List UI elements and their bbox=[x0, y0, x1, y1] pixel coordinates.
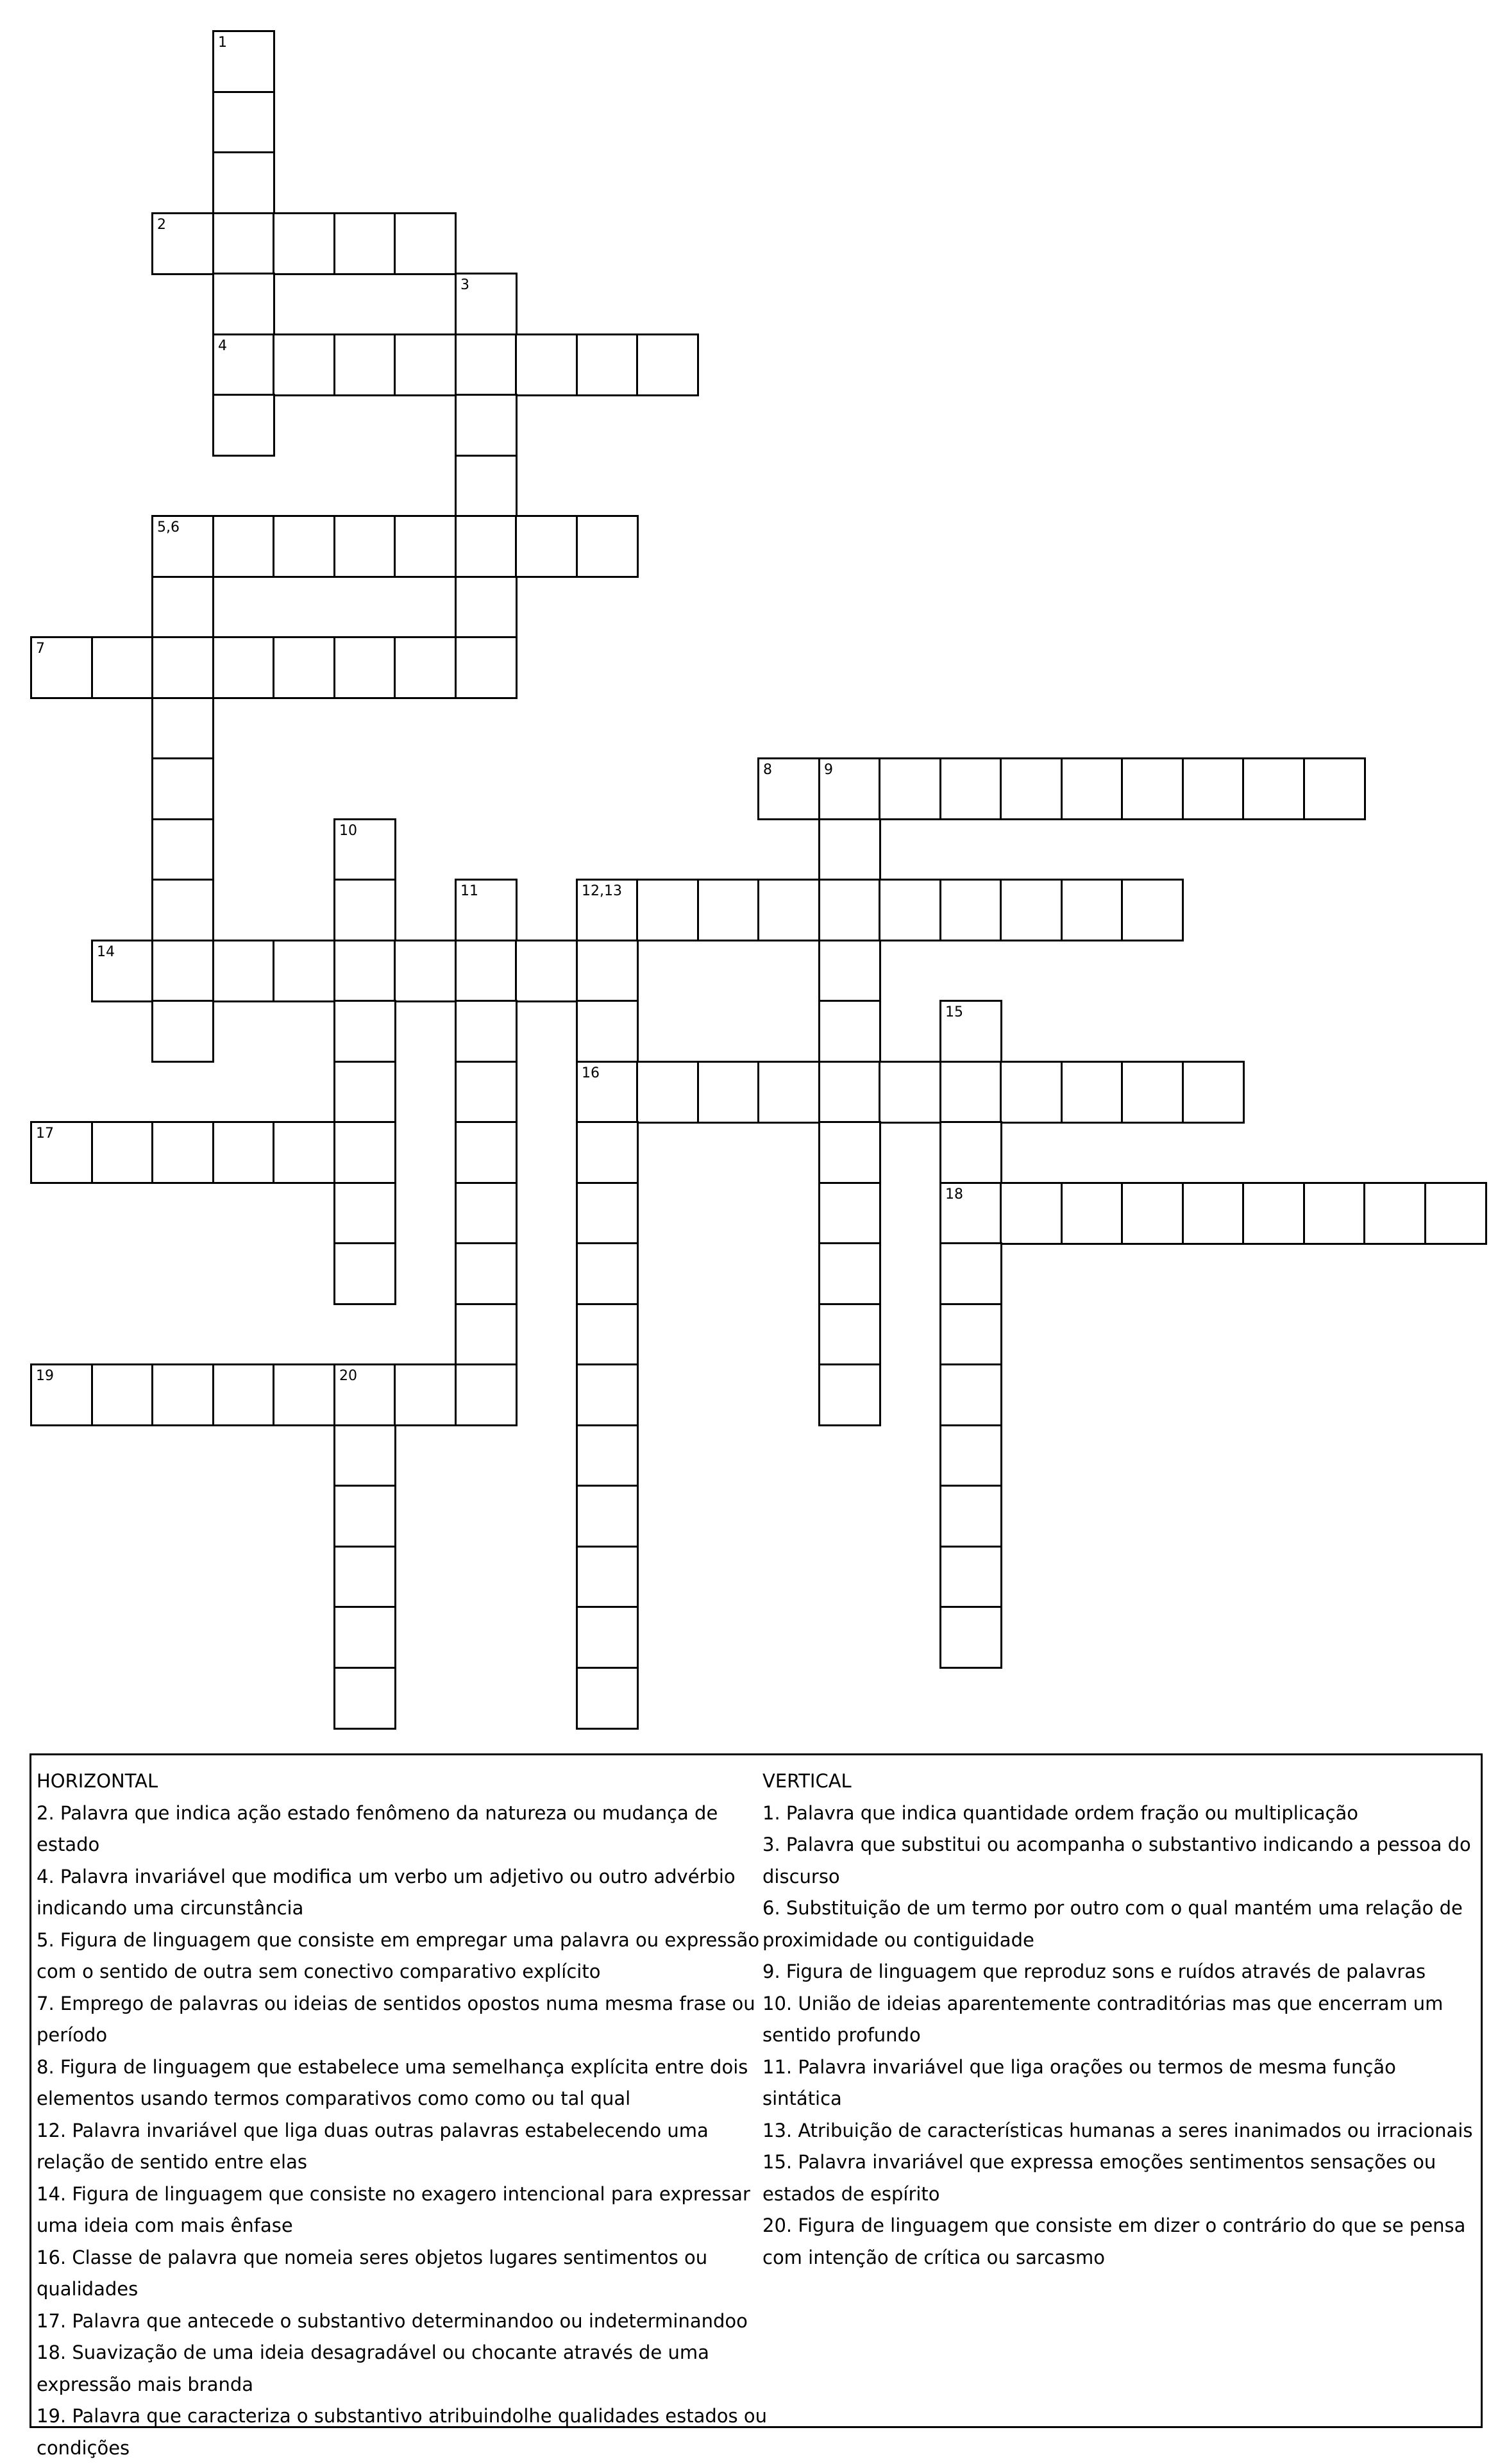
clue-number: 7 bbox=[36, 641, 45, 657]
crossword-cell[interactable] bbox=[333, 1667, 396, 1730]
crossword-cell[interactable] bbox=[333, 1121, 396, 1184]
crossword-cell[interactable] bbox=[273, 333, 335, 396]
crossword-cell[interactable] bbox=[455, 1061, 518, 1124]
crossword-cell[interactable] bbox=[818, 818, 881, 881]
crossword-cell[interactable] bbox=[333, 1182, 396, 1245]
clue-number: 4 bbox=[218, 338, 227, 354]
crossword-cell[interactable] bbox=[333, 879, 396, 941]
crossword-cell[interactable] bbox=[151, 1121, 214, 1184]
crossword-cell[interactable] bbox=[333, 515, 396, 578]
crossword-cell[interactable] bbox=[939, 1061, 1002, 1124]
crossword-cell[interactable] bbox=[273, 940, 335, 1002]
crossword-cell[interactable] bbox=[939, 1363, 1002, 1426]
crossword-cell[interactable] bbox=[576, 1667, 639, 1730]
crossword-cell[interactable] bbox=[1061, 879, 1124, 941]
crossword-cell[interactable] bbox=[333, 212, 396, 275]
crossword-cell[interactable] bbox=[757, 757, 820, 820]
clue-horizontal-19: 19. Palavra que caracteriza o substantivo atribuindolhe qualidades estados ou condições bbox=[37, 2405, 767, 2459]
crossword-cell[interactable] bbox=[455, 940, 518, 1002]
clue-horizontal-16: 16. Classe de palavra que nomeia seres objetos lugares sentimentos ou qualidades bbox=[37, 2246, 708, 2300]
crossword-cell[interactable] bbox=[818, 1121, 881, 1184]
crossword-cell[interactable] bbox=[212, 91, 275, 154]
crossword-cell[interactable] bbox=[394, 636, 457, 699]
crossword-cell[interactable] bbox=[333, 1485, 396, 1548]
clue-number: 10 bbox=[339, 823, 357, 839]
crossword-cell[interactable] bbox=[455, 515, 518, 578]
crossword-cell[interactable] bbox=[91, 636, 154, 699]
crossword-cell[interactable] bbox=[1000, 879, 1063, 941]
clue-horizontal-14: 14. Figura de linguagem que consiste no exagero intencional para expressar uma ideia com mais ênfase bbox=[37, 2182, 750, 2236]
crossword-cell[interactable] bbox=[879, 757, 941, 820]
crossword-cell[interactable] bbox=[757, 1061, 820, 1124]
crossword-cell[interactable] bbox=[515, 333, 578, 396]
crossword-cell[interactable] bbox=[818, 1182, 881, 1245]
crossword-cell[interactable] bbox=[212, 636, 275, 699]
crossword-cell[interactable] bbox=[455, 1121, 518, 1184]
clue-horizontal-2: 2. Palavra que indica ação estado fenômeno da natureza ou mudança de estado bbox=[37, 1802, 718, 1855]
crossword-cell[interactable] bbox=[576, 1061, 639, 1124]
clue-number: 12,13 bbox=[582, 883, 622, 899]
clue-number: 2 bbox=[157, 217, 166, 233]
crossword-cell[interactable] bbox=[394, 333, 457, 396]
crossword-cell[interactable] bbox=[939, 757, 1002, 820]
crossword-cell[interactable] bbox=[455, 879, 518, 941]
clue-number: 14 bbox=[97, 944, 115, 960]
clue-horizontal-4: 4. Palavra invariável que modifica um verbo um adjetivo ou outro advérbio indicando uma circunstância bbox=[37, 1865, 736, 1919]
clue-number: 16 bbox=[582, 1065, 600, 1081]
crossword-cell[interactable] bbox=[455, 333, 518, 396]
clue-number: 19 bbox=[36, 1368, 54, 1384]
horizontal-clues bbox=[37, 1766, 777, 2464]
clue-vertical-9: 9. Figura de linguagem que reproduz sons e ruídos através de palavras bbox=[762, 1961, 1426, 1982]
crossword-cell[interactable] bbox=[1182, 757, 1245, 820]
crossword-cell[interactable] bbox=[576, 1363, 639, 1426]
crossword-cell[interactable] bbox=[1424, 1182, 1487, 1245]
crossword-cell[interactable] bbox=[576, 1303, 639, 1366]
crossword-cell[interactable] bbox=[1061, 757, 1124, 820]
crossword-cell[interactable] bbox=[151, 515, 214, 578]
crossword-cell[interactable] bbox=[636, 879, 699, 941]
crossword-cell[interactable] bbox=[273, 636, 335, 699]
crossword-cell[interactable] bbox=[151, 757, 214, 820]
crossword-cell[interactable] bbox=[333, 333, 396, 396]
crossword-cell[interactable] bbox=[1061, 1182, 1124, 1245]
clue-number: 15 bbox=[945, 1004, 963, 1020]
clue-horizontal-5: 5. Figura de linguagem que consiste em empregar uma palavra ou expressão com o sentido de outra sem conectivo comparativo explícito bbox=[37, 1928, 760, 1982]
crossword-cell[interactable] bbox=[212, 1121, 275, 1184]
crossword-cell[interactable] bbox=[1061, 1061, 1124, 1124]
clue-vertical-10: 10. União de ideias aparentemente contraditórias mas que encerram um sentido profundo bbox=[762, 1992, 1444, 2046]
crossword-cell[interactable] bbox=[1303, 757, 1366, 820]
crossword-cell[interactable] bbox=[212, 30, 275, 93]
clue-vertical-11: 11. Palavra invariável que liga orações ou termos de mesma função sintática bbox=[762, 2055, 1396, 2109]
crossword-cell[interactable] bbox=[1121, 757, 1184, 820]
crossword-cell[interactable] bbox=[333, 1000, 396, 1063]
crossword-cell[interactable] bbox=[1242, 757, 1305, 820]
crossword-cell[interactable] bbox=[818, 757, 881, 820]
crossword-cell[interactable] bbox=[939, 1303, 1002, 1366]
crossword-cell[interactable] bbox=[455, 1303, 518, 1366]
crossword-cell[interactable] bbox=[455, 636, 518, 699]
crossword-cell[interactable] bbox=[151, 697, 214, 760]
crossword-cell[interactable] bbox=[333, 1242, 396, 1305]
crossword-cell[interactable] bbox=[697, 1061, 760, 1124]
crossword-cell[interactable] bbox=[212, 273, 275, 335]
crossword-cell[interactable] bbox=[576, 1485, 639, 1548]
crossword-cell[interactable] bbox=[333, 940, 396, 1002]
crossword-cell[interactable] bbox=[576, 879, 639, 941]
crossword-cell[interactable] bbox=[333, 818, 396, 881]
crossword-cell[interactable] bbox=[30, 1121, 93, 1184]
vertical-heading: VERTICAL bbox=[762, 1770, 852, 1792]
crossword-cell[interactable] bbox=[1182, 1061, 1245, 1124]
crossword-cell[interactable] bbox=[333, 1606, 396, 1669]
crossword-cell[interactable] bbox=[273, 212, 335, 275]
crossword-cell[interactable] bbox=[818, 1000, 881, 1063]
clue-number: 5,6 bbox=[157, 519, 180, 536]
crossword-cell[interactable] bbox=[151, 636, 214, 699]
clue-vertical-1: 1. Palavra que indica quantidade ordem fração ou multiplicação bbox=[762, 1802, 1359, 1824]
crossword-cell[interactable] bbox=[273, 515, 335, 578]
crossword-cell[interactable] bbox=[576, 1606, 639, 1669]
clue-number: 17 bbox=[36, 1126, 54, 1142]
crossword-cell[interactable] bbox=[273, 1363, 335, 1426]
crossword-cell[interactable] bbox=[1000, 1061, 1063, 1124]
crossword-cell[interactable] bbox=[1121, 879, 1184, 941]
clue-horizontal-7: 7. Emprego de palavras ou ideias de sentidos opostos numa mesma frase ou período bbox=[37, 1992, 755, 2046]
clue-number: 18 bbox=[945, 1186, 963, 1202]
crossword-cell[interactable] bbox=[576, 1182, 639, 1245]
crossword-cell[interactable] bbox=[818, 1363, 881, 1426]
crossword-cell[interactable] bbox=[576, 1000, 639, 1063]
crossword-cell[interactable] bbox=[576, 1121, 639, 1184]
crossword-cell[interactable] bbox=[818, 879, 881, 941]
crossword-cell[interactable] bbox=[212, 1363, 275, 1426]
crossword-cell[interactable] bbox=[151, 879, 214, 941]
crossword-cell[interactable] bbox=[394, 515, 457, 578]
crossword-cell[interactable] bbox=[515, 940, 578, 1002]
crossword-cell[interactable] bbox=[1363, 1182, 1426, 1245]
crossword-cell[interactable] bbox=[151, 940, 214, 1002]
crossword-cell[interactable] bbox=[394, 212, 457, 275]
crossword-cell[interactable] bbox=[576, 1424, 639, 1487]
crossword-cell[interactable] bbox=[1303, 1182, 1366, 1245]
clue-number: 11 bbox=[460, 883, 478, 899]
crossword-cell[interactable] bbox=[1000, 757, 1063, 820]
crossword-cell[interactable] bbox=[333, 636, 396, 699]
clue-vertical-3: 3. Palavra que substitui ou acompanha o substantivo indicando a pessoa do discurso bbox=[762, 1834, 1471, 1887]
crossword-cell[interactable] bbox=[30, 636, 93, 699]
crossword-cell[interactable] bbox=[212, 333, 275, 396]
crossword-cell[interactable] bbox=[455, 1242, 518, 1305]
crossword-cell[interactable] bbox=[636, 333, 699, 396]
crossword-cell[interactable] bbox=[1121, 1061, 1184, 1124]
vertical-clues bbox=[762, 1766, 1478, 2274]
crossword-cell[interactable] bbox=[212, 212, 275, 275]
crossword-cell[interactable] bbox=[818, 1242, 881, 1305]
crossword-cell[interactable] bbox=[30, 1363, 93, 1426]
crossword-cell[interactable] bbox=[576, 1546, 639, 1608]
crossword-cell[interactable] bbox=[455, 1000, 518, 1063]
horizontal-heading: HORIZONTAL bbox=[37, 1770, 158, 1792]
crossword-cell[interactable] bbox=[939, 1182, 1002, 1245]
crossword-cell[interactable] bbox=[697, 879, 760, 941]
clue-horizontal-18: 18. Suavização de uma ideia desagradável ou chocante através de uma expressão mais branda bbox=[37, 2342, 709, 2395]
crossword-cell[interactable] bbox=[1182, 1182, 1245, 1245]
crossword-cell[interactable] bbox=[333, 1546, 396, 1608]
crossword-cell[interactable] bbox=[91, 1121, 154, 1184]
crossword-cell[interactable] bbox=[394, 1363, 457, 1426]
crossword-cell[interactable] bbox=[939, 879, 1002, 941]
crossword-cell[interactable] bbox=[455, 1182, 518, 1245]
crossword-cell[interactable] bbox=[151, 1363, 214, 1426]
crossword-cell[interactable] bbox=[455, 273, 518, 335]
clue-number: 1 bbox=[218, 35, 227, 51]
crossword-cell[interactable] bbox=[1121, 1182, 1184, 1245]
clue-number: 9 bbox=[824, 762, 833, 778]
crossword-cell[interactable] bbox=[455, 394, 518, 457]
crossword-cell[interactable] bbox=[818, 940, 881, 1002]
clue-vertical-15: 15. Palavra invariável que expressa emoções sentimentos sensações ou estados de espírito bbox=[762, 2151, 1436, 2205]
crossword-cell[interactable] bbox=[151, 576, 214, 639]
crossword-cell[interactable] bbox=[939, 1606, 1002, 1669]
crossword-cell[interactable] bbox=[151, 1000, 214, 1063]
crossword-cell[interactable] bbox=[333, 1424, 396, 1487]
crossword-cell[interactable] bbox=[1242, 1182, 1305, 1245]
crossword-cell[interactable] bbox=[939, 1424, 1002, 1487]
crossword-cell[interactable] bbox=[939, 1121, 1002, 1184]
clue-horizontal-8: 8. Figura de linguagem que estabelece uma semelhança explícita entre dois elementos usando termos comparativos como como ou tal qual bbox=[37, 2055, 748, 2109]
crossword-cell[interactable] bbox=[879, 879, 941, 941]
crossword-cell[interactable] bbox=[212, 151, 275, 214]
crossword-cell[interactable] bbox=[273, 1121, 335, 1184]
crossword-cell[interactable] bbox=[818, 1061, 881, 1124]
crossword-cell[interactable] bbox=[1000, 1182, 1063, 1245]
crossword-cell[interactable] bbox=[151, 818, 214, 881]
crossword-cell[interactable] bbox=[515, 515, 578, 578]
crossword-cell[interactable] bbox=[91, 1363, 154, 1426]
clue-horizontal-12: 12. Palavra invariável que liga duas outras palavras estabelecendo uma relação de sentido entre elas bbox=[37, 2119, 709, 2173]
clue-vertical-13: 13. Atribuição de características humanas a seres inanimados ou irracionais bbox=[762, 2119, 1473, 2141]
crossword-cell[interactable] bbox=[576, 1242, 639, 1305]
crossword-cell[interactable] bbox=[394, 940, 457, 1002]
clue-number: 3 bbox=[460, 277, 469, 293]
crossword-cell[interactable] bbox=[818, 1303, 881, 1366]
crossword-cell[interactable] bbox=[91, 940, 154, 1002]
crossword-cell[interactable] bbox=[576, 333, 639, 396]
crossword-cell[interactable] bbox=[576, 940, 639, 1002]
crossword-cell[interactable] bbox=[939, 1242, 1002, 1305]
crossword-cell[interactable] bbox=[879, 1061, 941, 1124]
clue-number: 8 bbox=[763, 762, 772, 778]
crossword-cell[interactable] bbox=[212, 394, 275, 457]
clue-vertical-6: 6. Substituição de um termo por outro com o qual mantém uma relação de proximidade ou contiguidade bbox=[762, 1897, 1463, 1951]
crossword-cell[interactable] bbox=[455, 576, 518, 639]
crossword-cell[interactable] bbox=[212, 515, 275, 578]
crossword-cell[interactable] bbox=[455, 1363, 518, 1426]
crossword-cell[interactable] bbox=[757, 879, 820, 941]
crossword-cell[interactable] bbox=[636, 1061, 699, 1124]
clue-number: 20 bbox=[339, 1368, 357, 1384]
crossword-cell[interactable] bbox=[333, 1061, 396, 1124]
crossword-cell[interactable] bbox=[455, 455, 518, 518]
crossword-cell[interactable] bbox=[151, 212, 214, 275]
clue-vertical-20: 20. Figura de linguagem que consiste em dizer o contrário do que se pensa com intenção de crítica ou sarcasmo bbox=[762, 2215, 1466, 2268]
clues-box bbox=[29, 1753, 1483, 2459]
clue-horizontal-17: 17. Palavra que antecede o substantivo determinandoo ou indeterminandoo bbox=[37, 2309, 748, 2332]
crossword-cell[interactable] bbox=[333, 1363, 396, 1426]
crossword-cell[interactable] bbox=[939, 1546, 1002, 1608]
crossword-cell[interactable] bbox=[939, 1485, 1002, 1548]
crossword-cell[interactable] bbox=[576, 515, 639, 578]
crossword-cell[interactable] bbox=[939, 1000, 1002, 1063]
crossword-cell[interactable] bbox=[212, 940, 275, 1002]
